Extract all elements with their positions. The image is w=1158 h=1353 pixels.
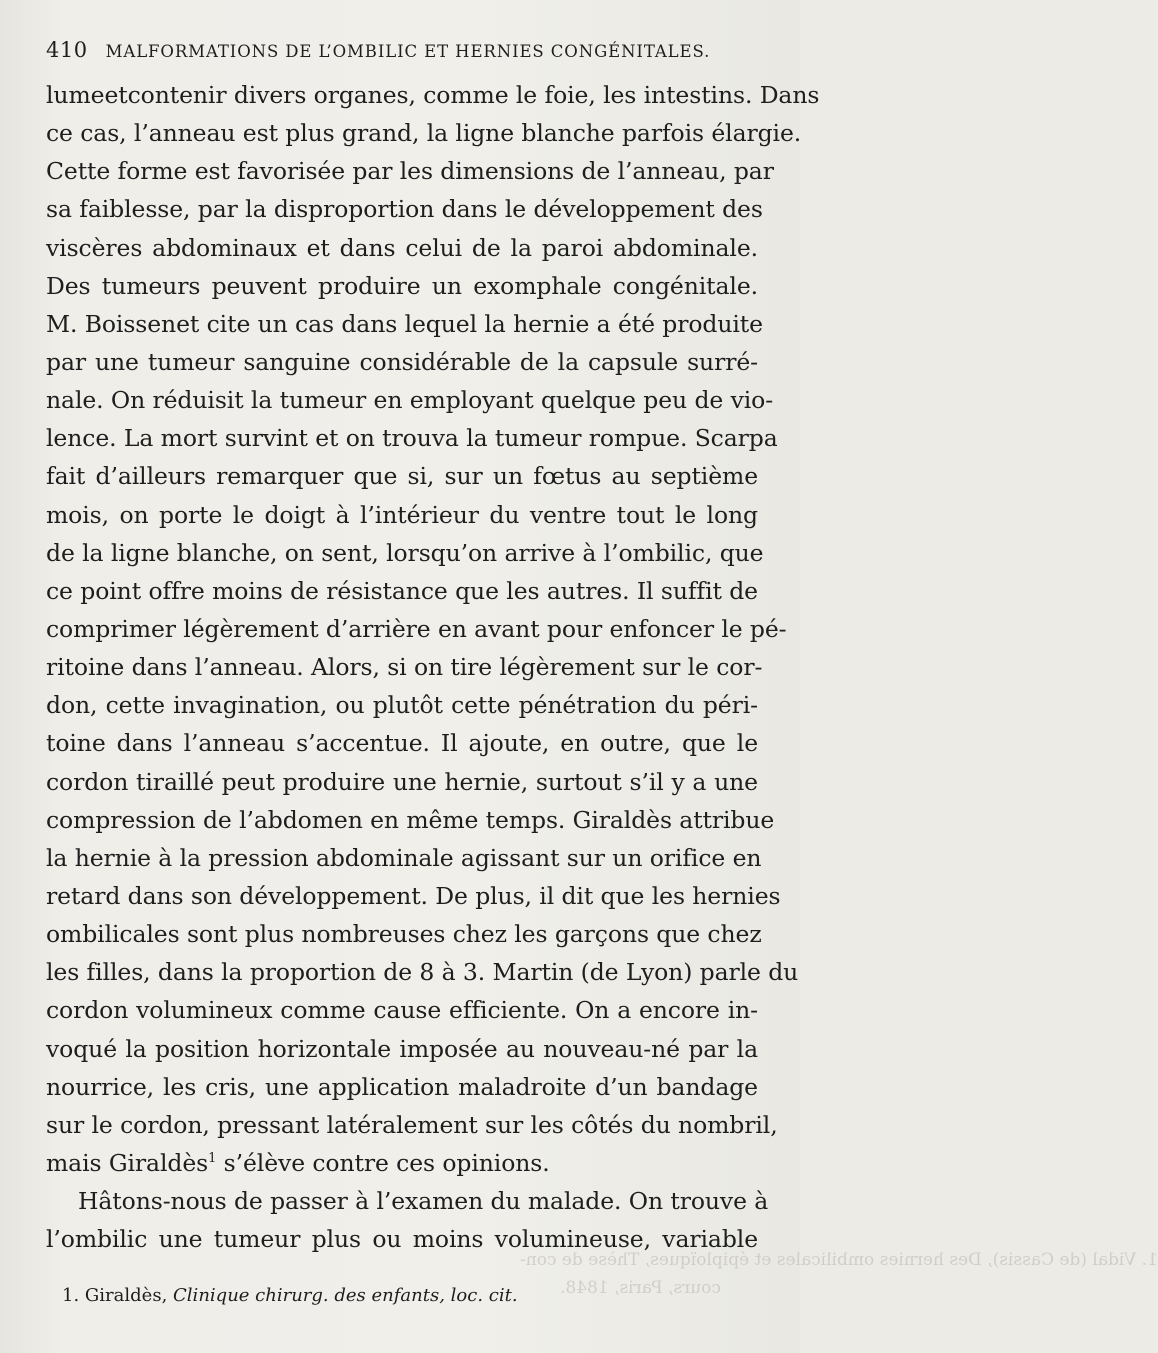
footnote-number: 1. — [62, 1285, 80, 1306]
text-line: de la ligne blanche, on sent, lorsqu’on arrive à l’ombilic, que — [46, 538, 764, 567]
text-line: ombilicales sont plus nombreuses chez les garçons que chez — [46, 920, 762, 949]
text-line: Cette forme est favorisée par les dimensions de l’anneau, par — [46, 157, 774, 186]
show-through-text: cours, Paris, 1848. — [560, 1278, 721, 1298]
text-line: ritoine dans l’anneau. Alors, si on tire légèrement sur le cor- — [46, 653, 763, 682]
text-fragment: mais Giraldès — [46, 1148, 209, 1177]
text-fragment: s’élève contre ces opinions. — [216, 1148, 550, 1177]
text-line: viscères abdominaux et dans celui de la paroi abdominale. — [46, 233, 758, 262]
text-line: sa faiblesse, par la disproportion dans le développement des — [46, 195, 763, 224]
text-line: M. Boissenet cite un cas dans lequel la hernie a été produite — [46, 309, 763, 338]
text-line: nourrice, les cris, une application maladroite d’un bandage — [46, 1072, 758, 1101]
text-line: comprimer légèrement d’arrière en avant pour enfoncer le pé- — [46, 614, 787, 643]
text-line: don, cette invagination, ou plutôt cette pénétration du péri- — [46, 691, 758, 720]
text-line: la hernie à la pression abdominale agissant sur un orifice en — [46, 843, 762, 872]
text-line: lumeetcontenir divers organes, comme le foie, les intestins. Dans — [46, 81, 820, 109]
text-line: Hâtons-nous de passer à l’examen du malade. On trouve à — [78, 1187, 769, 1216]
text-line: Des tumeurs peuvent produire un exomphale congénitale. — [46, 271, 758, 300]
text-line: les filles, dans la proportion de 8 à 3. Martin (de Lyon) parle du — [46, 958, 799, 987]
text-line: cordon volumineux comme cause efficiente. On a encore in- — [46, 996, 758, 1025]
text-line: compression de l’abdomen en même temps. Giraldès attribue — [46, 805, 775, 834]
text-line: fait d’ailleurs remarquer que si, sur un fœtus au septième — [46, 462, 758, 491]
footnote-work-title: Clinique chirurg. des enfants, — [173, 1285, 445, 1306]
text-line: ce point offre moins de résistance que les autres. Il suffit de — [46, 576, 758, 605]
footnote — [62, 1285, 518, 1306]
text-line-final — [46, 1144, 758, 1182]
text-line: ce cas, l’anneau est plus grand, la ligne blanche parfois élargie. — [46, 119, 802, 148]
text-line: lence. La mort survint et on trouva la tumeur rompue. Scarpa — [46, 424, 778, 453]
running-head — [46, 38, 746, 72]
text-line: voqué la position horizontale imposée au nouveau-né par la — [46, 1034, 758, 1063]
footnote-locus: loc. cit. — [450, 1285, 518, 1306]
text-line: nale. On réduisit la tumeur en employant quelque peu de vio- — [46, 386, 774, 415]
text-line: toine dans l’anneau s’accentue. Il ajoute, en outre, que le — [46, 729, 758, 758]
footnote-author: Giraldès, — [84, 1285, 168, 1306]
show-through-text: 1. Vidal (de Cassis), Des hernies ombilicales et épiploïques, Thèse de con- — [520, 1250, 1158, 1270]
footnote-reference: 1 — [208, 1151, 217, 1167]
page-number: 410 — [46, 38, 88, 62]
text-line: par une tumeur sanguine considérable de la capsule surré- — [46, 347, 758, 376]
text-line: retard dans son développement. De plus, il dit que les hernies — [46, 881, 781, 910]
text-line: l’ombilic une tumeur plus ou moins volumineuse, variable — [46, 1225, 758, 1254]
text-line: sur le cordon, pressant latéralement sur les côtés du nombril, — [46, 1110, 778, 1139]
body-text — [46, 76, 820, 1258]
text-line: cordon tiraillé peut produire une hernie, surtout s’il y a une — [46, 767, 758, 796]
text-line: mois, on porte le doigt à l’intérieur du ventre tout le long — [46, 500, 758, 529]
running-title: MALFORMATIONS DE L’OMBILIC ET HERNIES CONGÉNITALES. — [105, 42, 711, 61]
